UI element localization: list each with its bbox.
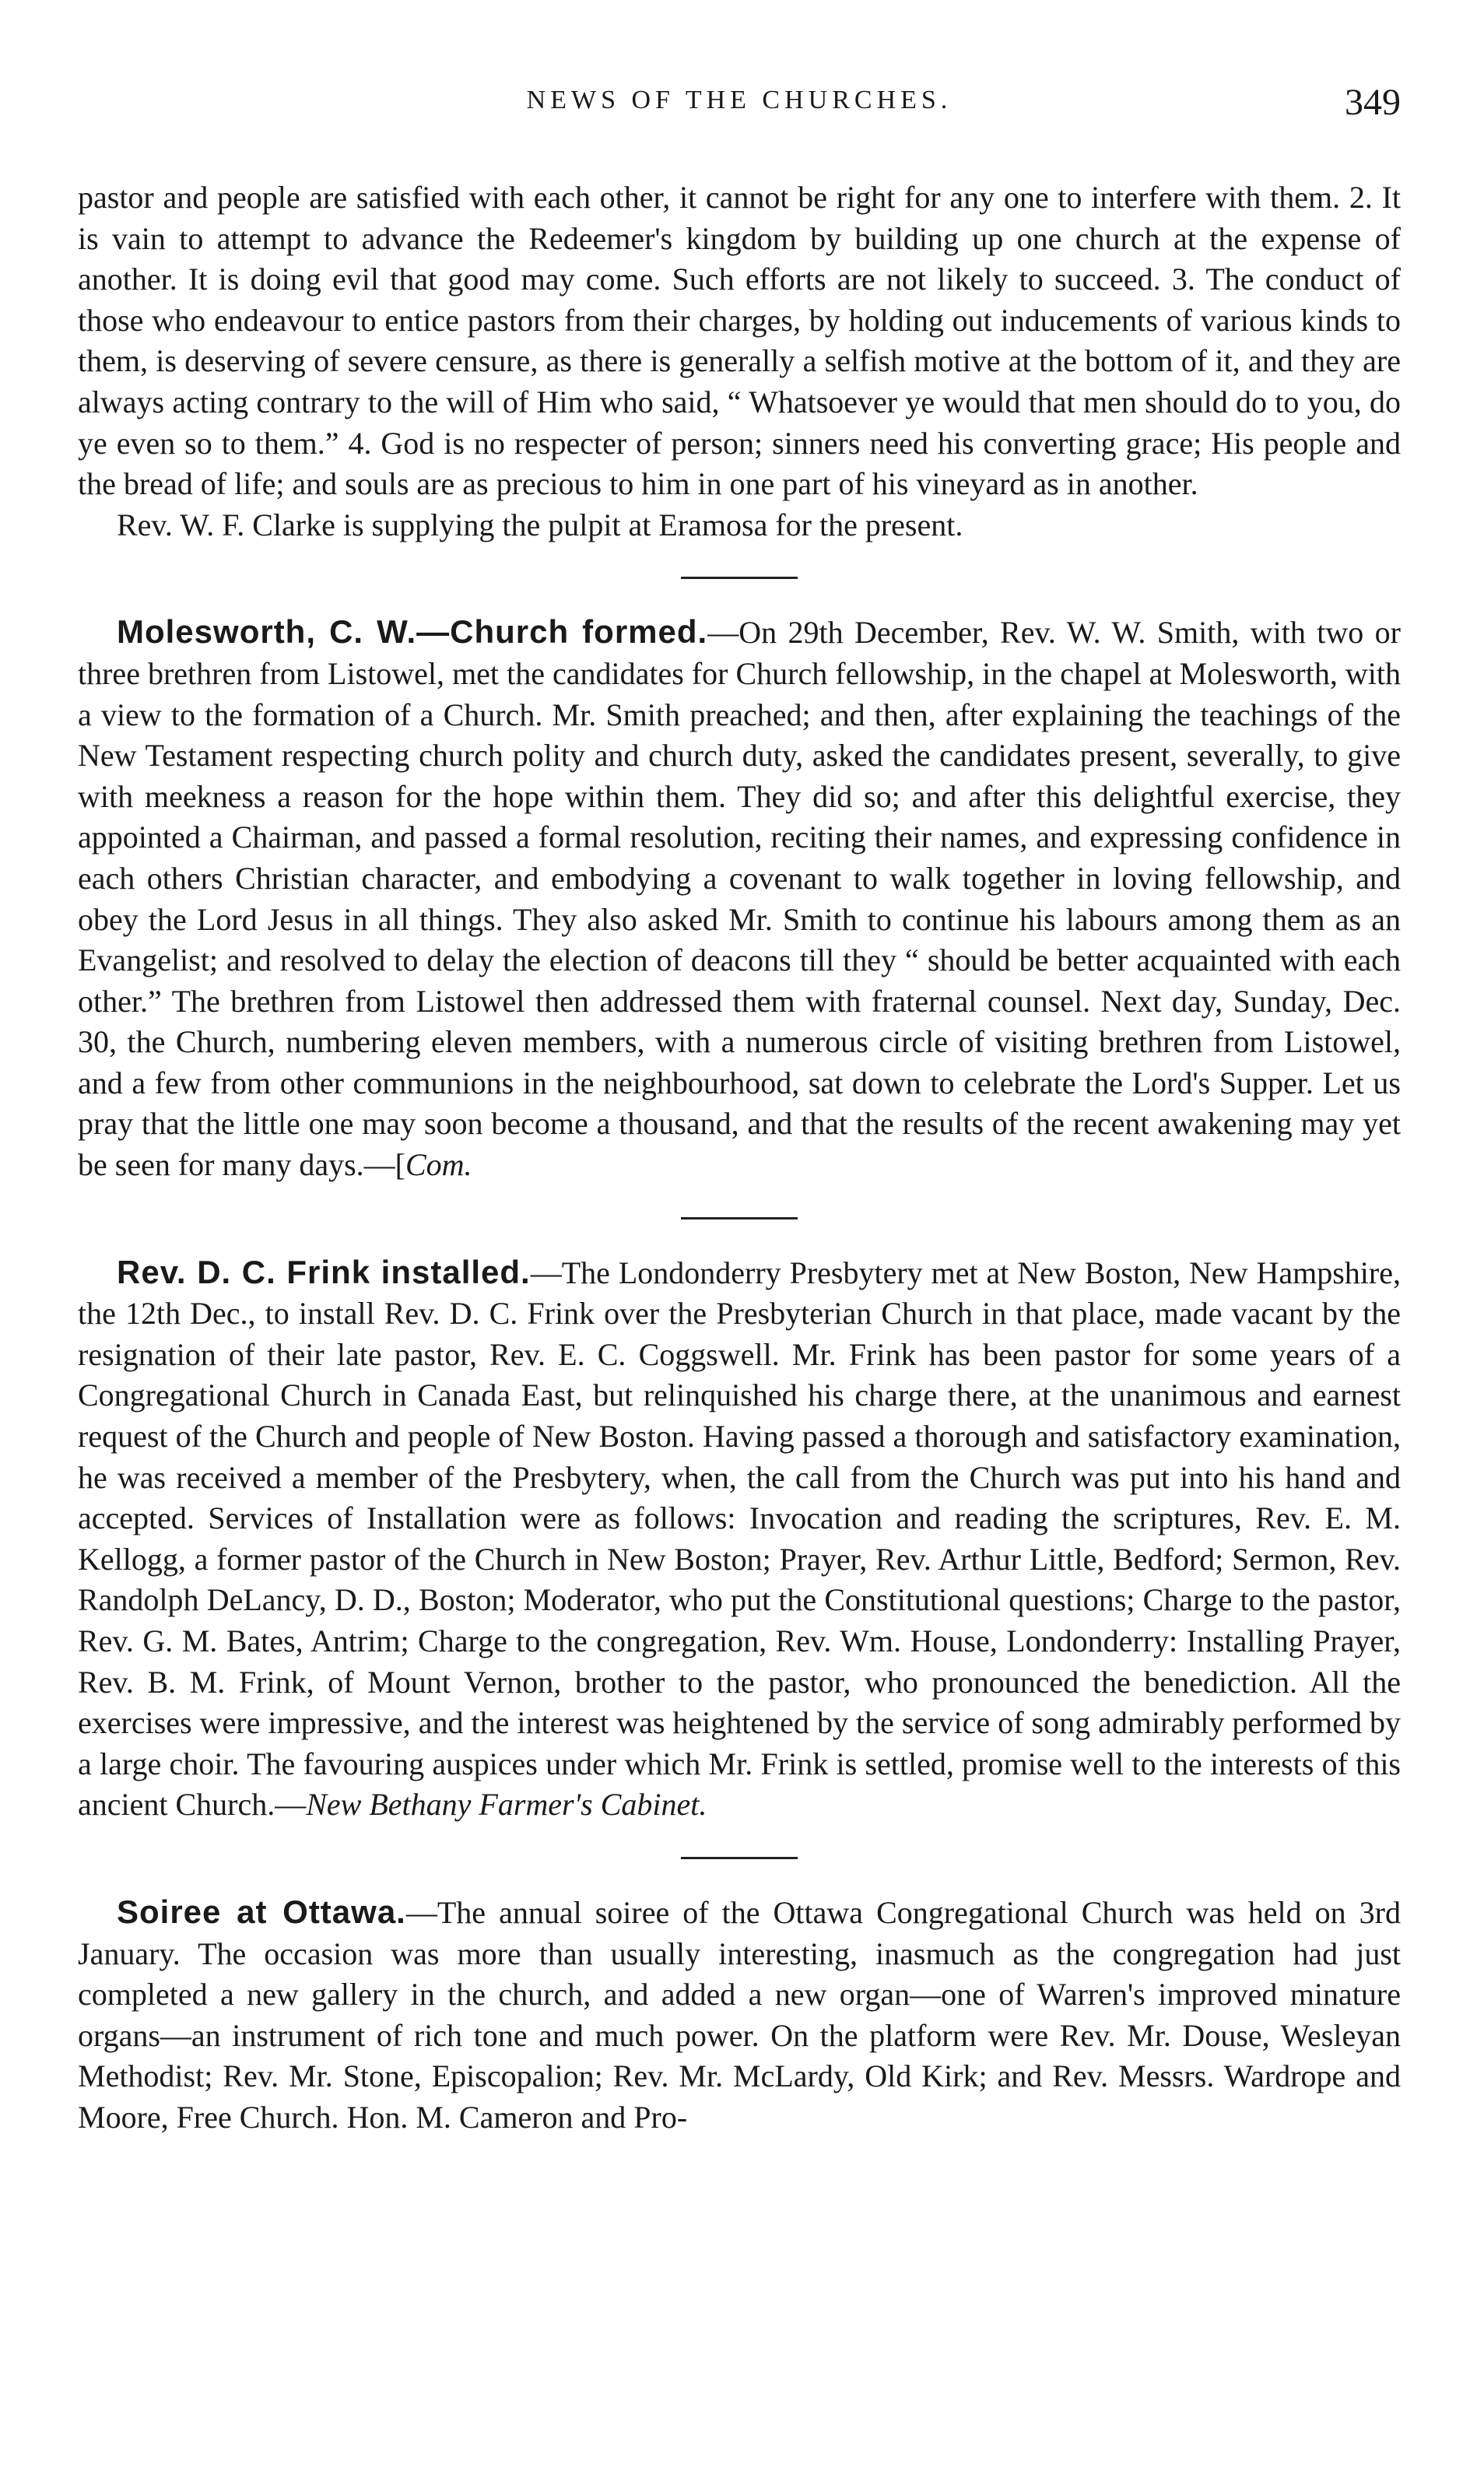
page-content bbox=[78, 82, 1402, 2139]
ottawa-paragraph bbox=[78, 1892, 1401, 2139]
ottawa-headline: Soiree at Ottawa. bbox=[117, 1893, 406, 1930]
frink-source: New Bethany Farmer's Cabinet. bbox=[306, 1787, 707, 1823]
clarke-note-paragraph: Rev. W. F. Clarke is supplying the pulpit at Eramosa for the present. bbox=[117, 507, 963, 542]
article-body bbox=[78, 177, 1401, 2139]
running-head bbox=[78, 82, 1401, 140]
frink-paragraph bbox=[78, 1252, 1401, 1826]
molesworth-paragraph bbox=[78, 612, 1401, 1185]
continued-paragraph: pastor and people are satisfied with each other, it cannot be right for any one to interfere with them. 2. It is vain to attempt to advance the Redeemer's kingdom by building up one church at the expense of another. It is doing evil that good may come. Such efforts are not likely to succeed. 3. The conduct of those who endeavour to entice pastors from their charges, by holding out inducements of various kinds to them, is deserving of severe censure, as there is generally a selfish motive at the bottom of it, and they are always acting contrary to the will of Him who said, “ Whatsoever ye would that men should do to you, do ye even so to them.” 4. God is no respecter of person; sinners need his converting grace; His people and the bread of life; and souls are as precious to him in one part of his vineyard as in another. bbox=[78, 180, 1401, 502]
molesworth-text: —On 29th December, Rev. W. W. Smith, with two or three brethren from Listowel, met the candidates for Church fellowship, in the chapel at Molesworth, with a view to the formation of a Church. Mr. Smith preached; and then, after explaining the teachings of the New Testament respecting church polity and church duty, asked the candidates present, severally, to give with meekness a reason for the hope within them. They did so; and after this delightful exercise, they appointed a Chairman, and passed a formal resolution, reciting their names, and expressing confidence in each others Christian character, and embodying a covenant to walk together in loving fellowship, and obey the Lord Jesus in all things. They also asked Mr. Smith to continue his labours among them as an Evangelist; and resolved to delay the election of deacons till they “ should be better acquainted with each other.” The brethren from Listowel then addressed them with fraternal counsel. Next day, Sunday, Dec. 30, the Church, numbering eleven members, with a numerous circle of visiting brethren from Listowel, and a few from other communions in the neighbourhood, sat down to celebrate the Lord's Supper. Let us pray that the little one may soon become a thousand, and that the results of the recent awakening may yet be seen for many days.—[ bbox=[78, 615, 1401, 1183]
molesworth-headline: Molesworth, C. W.—Church formed. bbox=[117, 613, 708, 651]
section-divider bbox=[681, 1857, 798, 1859]
section-divider bbox=[681, 1217, 798, 1219]
frink-text: —The Londonderry Presbytery met at New Boston, New Hampshire, the 12th Dec., to install Rev. D. C. Frink over the Presbyterian Church in that place, made vacant by the resignation of their late pastor, Rev. E. C. Coggswell. Mr. Frink has been pastor for some years of a Congregational Church in Canada East, but relinquished his charge there, at the unanimous and earnest request of the Church and people of New Boston. Having passed a thorough and satisfactory examination, he was received a member of the Presbytery, when, the call from the Church was put into his hand and accepted. Services of Installation were as follows: Invocation and reading the scriptures, Rev. E. M. Kellogg, a former pastor of the Church in New Boston; Prayer, Rev. Arthur Little, Bedford; Sermon, Rev. Randolph DeLancy, D. D., Boston; Moderator, who put the Constitutional questions; Charge to the pastor, Rev. G. M. Bates, Antrim; Charge to the congregation, Rev. Wm. House, Londonderry: Installing Prayer, Rev. B. M. Frink, of Mount Vernon, brother to the pastor, who pronounced the benediction. All the exercises were impressive, and the interest was heightened by the service of song admirably performed by a large choir. The favouring auspices under which Mr. Frink is settled, promise well to the interests of this ancient Church.— bbox=[78, 1255, 1401, 1823]
running-title: NEWS OF THE CHURCHES. bbox=[526, 86, 952, 114]
section-divider bbox=[681, 577, 798, 579]
molesworth-source: Com. bbox=[405, 1147, 472, 1183]
frink-headline: Rev. D. C. Frink installed. bbox=[117, 1253, 531, 1290]
page-number: 349 bbox=[1345, 82, 1401, 123]
ottawa-text: —The annual soiree of the Ottawa Congregational Church was held on 3rd January. The occasion was more than usually interesting, inasmuch as the congregation had just completed a new gallery in the church, and added a new organ—one of Warren's improved minature organs—an instrument of rich tone and much power. On the platform were Rev. Mr. Douse, Wesleyan Methodist; Rev. Mr. Stone, Episcopalion; Rev. Mr. McLardy, Old Kirk; and Rev. Messrs. Wardrope and Moore, Free Church. Hon. M. Cameron and Pro- bbox=[78, 1894, 1402, 2135]
